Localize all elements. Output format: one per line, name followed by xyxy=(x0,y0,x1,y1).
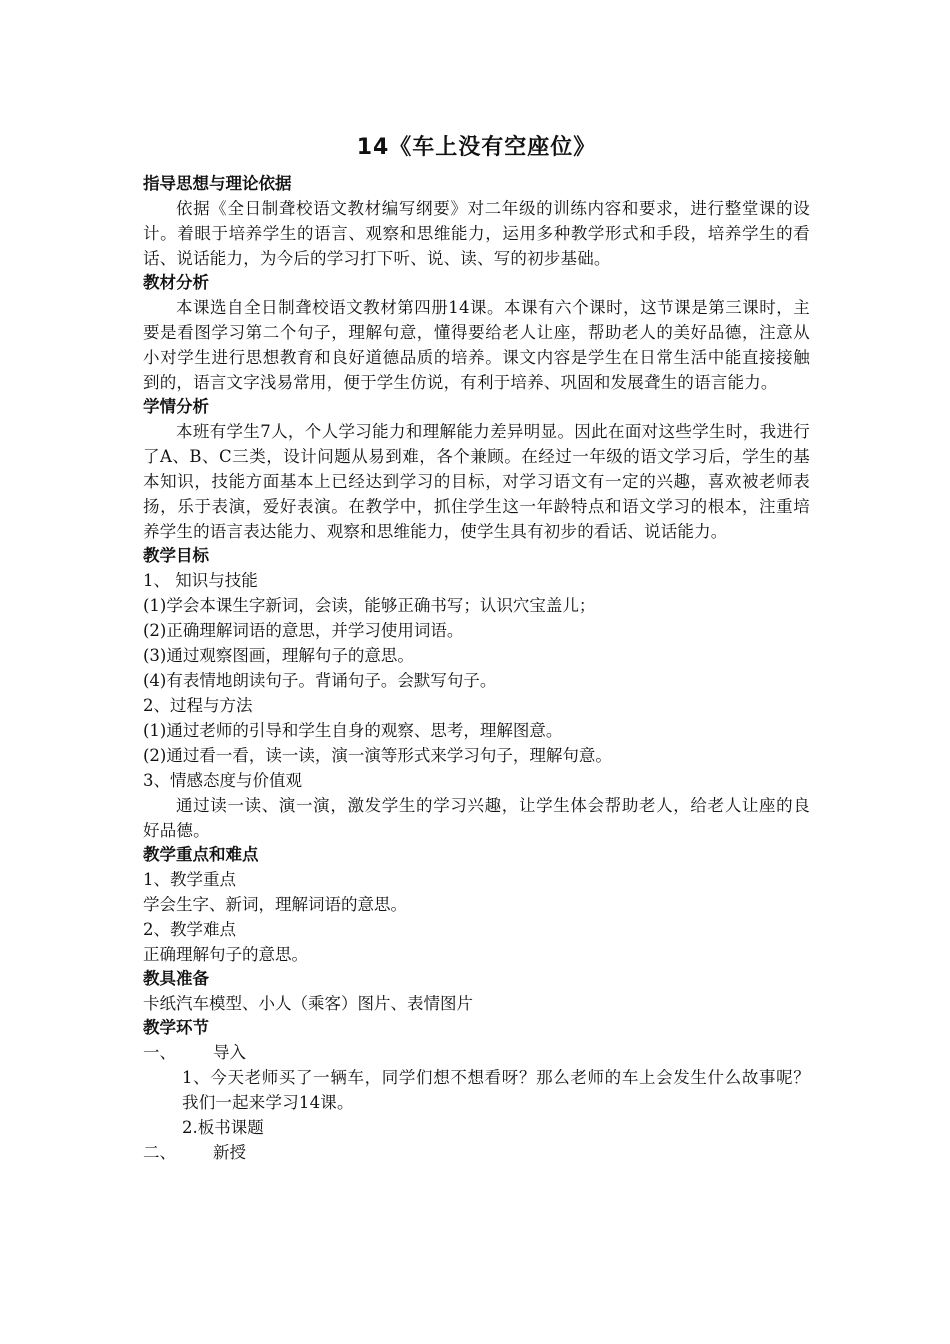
goal-3-paragraph: 通过读一读、演一演，激发学生的学习兴趣，让学生体会帮助老人，给老人让座的良好品德。 xyxy=(143,796,810,840)
keypoint-1-title: 1、教学重点 xyxy=(143,870,236,889)
goal-2b: (2)通过看一看，读一读，演一演等形式来学习句子，理解句意。 xyxy=(143,746,612,765)
step-2 xyxy=(143,1140,810,1165)
goal-2a: (1)通过老师的引导和学生自身的观察、思考，理解图意。 xyxy=(143,721,563,740)
step-1-number: 一、 xyxy=(143,1043,176,1062)
heading-students: 学情分析 xyxy=(143,397,209,416)
heading-guide: 指导思想与理论依据 xyxy=(143,174,292,193)
document-page xyxy=(143,130,810,1165)
step-2-label: 新授 xyxy=(213,1143,246,1162)
paragraph-material: 本课选自全日制聋校语文教材第四册14课。本课有六个课时，这节课是第三课时，主要是看图学习第二个句子，理解句意，懂得要给老人让座，帮助老人的美好品德，注意从小对学生进行思想教育和良好道德品质的培养。课文内容是学生在日常生活中能直接接触到的，语言文字浅易常用，便于学生仿说，有利于培养、巩固和发展聋生的语言能力。 xyxy=(143,298,810,392)
step-1b: 2.板书课题 xyxy=(182,1118,264,1137)
goal-1b: (2)正确理解词语的意思，并学习使用词语。 xyxy=(143,621,464,640)
keypoint-2-title: 2、教学难点 xyxy=(143,920,236,939)
heading-steps: 教学环节 xyxy=(143,1018,209,1037)
goal-1-title: 1、 知识与技能 xyxy=(143,571,258,590)
tools-text: 卡纸汽车模型、小人（乘客）图片、表情图片 xyxy=(143,994,473,1013)
keypoint-2-text: 正确理解句子的意思。 xyxy=(143,945,308,964)
heading-goals: 教学目标 xyxy=(143,546,209,565)
step-2-number: 二、 xyxy=(143,1143,176,1162)
paragraph-students: 本班有学生7人，个人学习能力和理解能力差异明显。因此在面对这些学生时，我进行了A、B、C三类，设计问题从易到难，各个兼顾。在经过一年级的语文学习后，学生的基本知识，技能方面基本上已经达到学习的目标，对学习语文有一定的兴趣，喜欢被老师表扬，乐于表演，爱好表演。在教学中，抓住学生这一年龄特点和语文学习的根本，注重培养学生的语言表达能力、观察和思维能力，使学生具有初步的看话、说话能力。 xyxy=(143,422,810,541)
paragraph-guide: 依据《全日制聋校语文教材编写纲要》对二年级的训练内容和要求，进行整堂课的设计。着眼于培养学生的语言、观察和思维能力，运用多种教学形式和手段，培养学生的看话、说话能力，为今后的学习打下听、说、读、写的初步基础。 xyxy=(143,199,810,268)
goal-3-title: 3、情感态度与价值观 xyxy=(143,771,302,790)
step-1 xyxy=(143,1040,810,1065)
heading-material: 教材分析 xyxy=(143,273,209,292)
goal-1d: (4)有表情地朗读句子。背诵句子。会默写句子。 xyxy=(143,671,497,690)
step-1-label: 导入 xyxy=(213,1043,246,1062)
goal-2-title: 2、过程与方法 xyxy=(143,696,253,715)
keypoint-1-text: 学会生字、新词，理解词语的意思。 xyxy=(143,895,407,914)
goal-1a: (1)学会本课生字新词，会读，能够正确书写；认识穴宝盖儿； xyxy=(143,596,596,615)
heading-keypoints: 教学重点和难点 xyxy=(143,845,259,864)
heading-tools: 教具准备 xyxy=(143,969,209,988)
step-1a: 1、今天老师买了一辆车，同学们想不想看呀？那么老师的车上会发生什么故事呢？我们一起来学习14课。 xyxy=(182,1068,810,1112)
document-title: 14《车上没有空座位》 xyxy=(356,135,597,160)
goal-1c: (3)通过观察图画，理解句子的意思。 xyxy=(143,646,414,665)
